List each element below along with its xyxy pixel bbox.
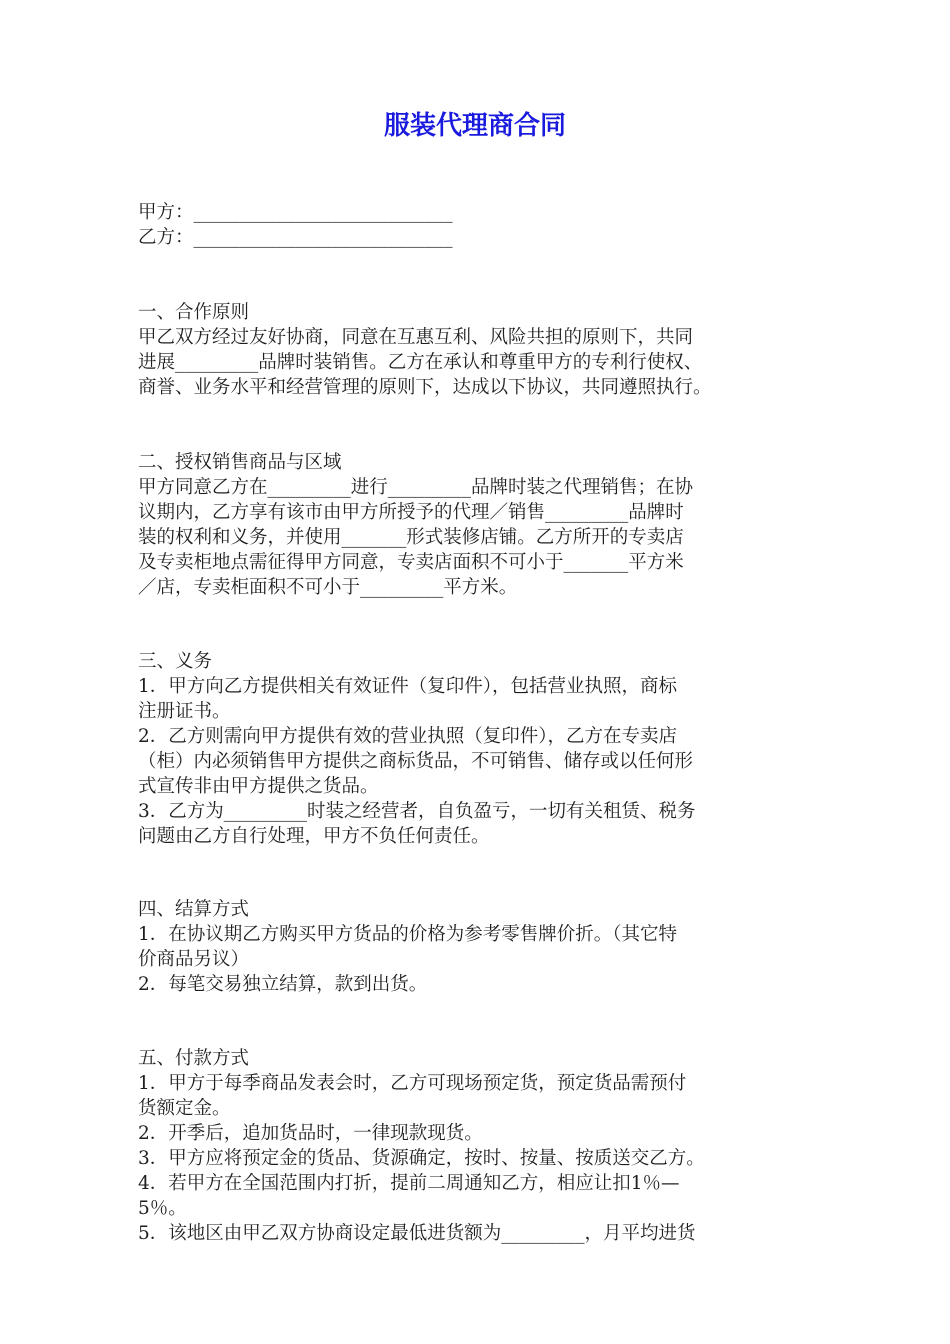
paragraph-line: 甲方同意乙方在_________进行_________品牌时装之代理销售；在协 <box>138 477 694 498</box>
section-settlement <box>138 897 818 997</box>
paragraph-line: 5．该地区由甲乙双方协商设定最低进货额为_________，月平均进货 <box>138 1223 696 1244</box>
paragraph-line: 式宣传非由甲方提供之货品。 <box>138 776 379 797</box>
section-obligations <box>138 649 818 849</box>
paragraph-line: 2．开季后，追加货品时，一律现款现货。 <box>138 1123 483 1144</box>
section-heading: 五、付款方式 <box>138 1048 250 1069</box>
section-heading: 二、授权销售商品与区域 <box>138 452 342 473</box>
section-heading: 一、合作原则 <box>138 302 250 323</box>
paragraph-line: 1．甲方于每季商品发表会时，乙方可现场预定货，预定货品需预付 <box>138 1073 687 1094</box>
paragraph-line: 及专卖柜地点需征得甲方同意，专卖店面积不可小于_______平方米 <box>138 552 684 573</box>
paragraph-line: ／店，专卖柜面积不可小于_________平方米。 <box>138 577 518 598</box>
paragraph-line: 3．乙方为_________时装之经营者，自负盈亏，一切有关租赁、税务 <box>138 801 696 822</box>
parties-block <box>138 200 818 250</box>
section-authorized-sales <box>138 450 818 600</box>
paragraph-line: 1．甲方向乙方提供相关有效证件（复印件），包括营业执照，商标 <box>138 676 678 697</box>
paragraph-line: 议期内，乙方享有该市由甲方所授予的代理／销售_________品牌时 <box>138 502 684 523</box>
paragraph-line: 2．乙方则需向甲方提供有效的营业执照（复印件），乙方在专卖店 <box>138 726 678 747</box>
paragraph-line: 进展_________品牌时装销售。乙方在承认和尊重甲方的专利行使权、 <box>138 352 703 373</box>
paragraph-line: 2．每笔交易独立结算，款到出货。 <box>138 974 428 995</box>
paragraph-line: 商誉、业务水平和经营管理的原则下，达成以下协议，共同遵照执行。 <box>138 377 712 398</box>
party-a-line: 甲方：____________________________ <box>138 202 453 223</box>
paragraph-line: 价商品另议） <box>138 949 250 970</box>
section-cooperation-principles <box>138 300 818 400</box>
paragraph-line: 装的权利和义务，并使用_______形式装修店铺。乙方所开的专卖店 <box>138 527 684 548</box>
section-heading: 四、结算方式 <box>138 899 250 920</box>
paragraph-line: （柜）内必须销售甲方提供之商标货品，不可销售、储存或以任何形 <box>138 751 694 772</box>
section-heading: 三、义务 <box>138 651 213 672</box>
document-title: 服装代理商合同 <box>383 111 566 141</box>
paragraph-line: 货额定金。 <box>138 1098 231 1119</box>
section-payment <box>138 1046 818 1246</box>
paragraph-line: 3．甲方应将预定金的货品、货源确定，按时、按量、按质送交乙方。 <box>138 1148 705 1169</box>
paragraph-line: 4．若甲方在全国范围内打折，提前二周通知乙方，相应让扣1％— <box>138 1173 680 1194</box>
party-b-line: 乙方：____________________________ <box>138 227 453 248</box>
paragraph-line: 问题由乙方自行处理，甲方不负任何责任。 <box>138 826 490 847</box>
paragraph-line: 1．在协议期乙方购买甲方货品的价格为参考零售牌价折。（其它特 <box>138 924 678 945</box>
paragraph-line: 甲乙双方经过友好协商，同意在互惠互利、风险共担的原则下，共同 <box>138 327 694 348</box>
paragraph-line: 注册证书。 <box>138 701 231 722</box>
paragraph-line: 5％。 <box>138 1198 187 1219</box>
